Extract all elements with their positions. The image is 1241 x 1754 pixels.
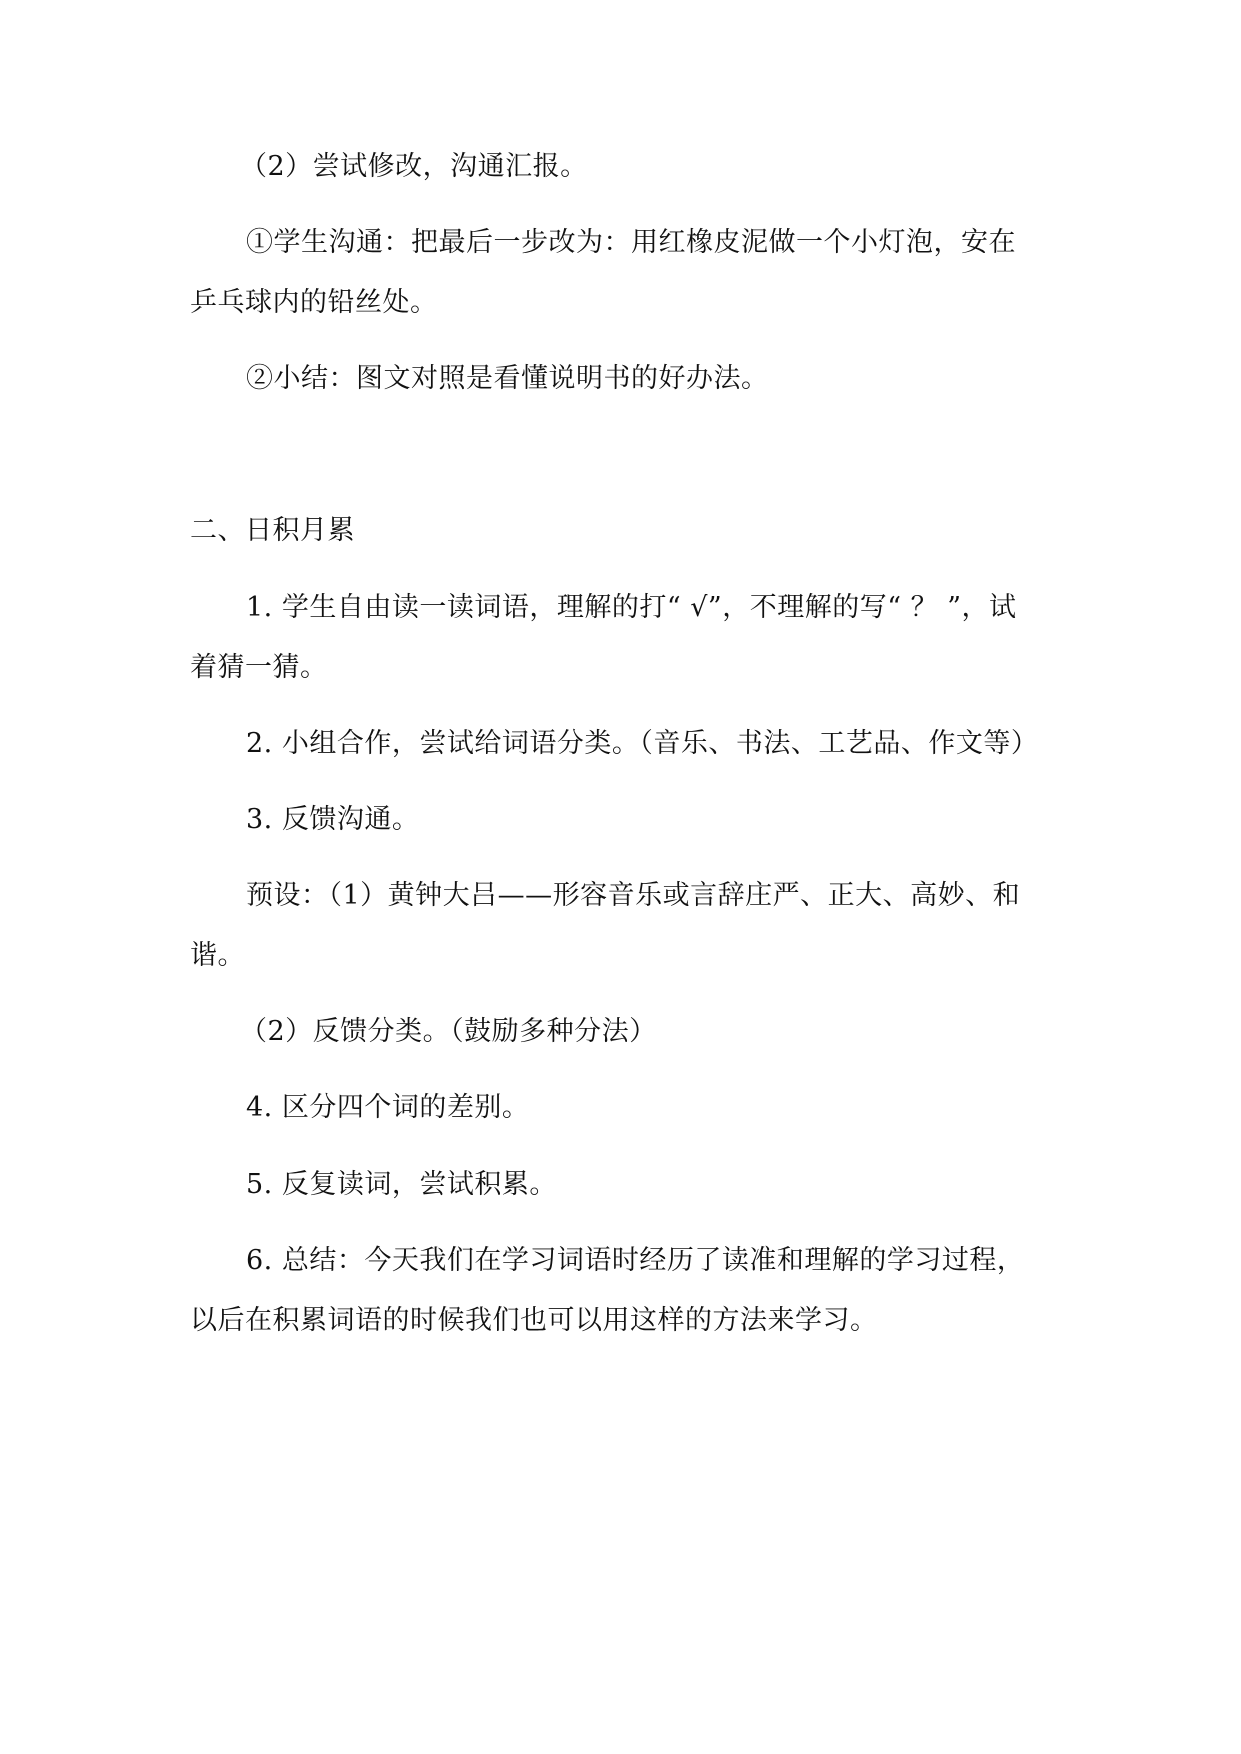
paragraph-step-3: 3. 反馈沟通。: [246, 804, 420, 835]
paragraph-summary: ②小结：图文对照是看懂说明书的好办法。: [246, 363, 769, 394]
paragraph-step-5: 5. 反复读词，尝试积累。: [246, 1169, 557, 1200]
paragraph-step-2: 2. 小组合作，尝试给词语分类。（音乐、书法、工艺品、作文等）: [246, 728, 1039, 759]
paragraph-step-4: 4. 区分四个词的差别。: [246, 1092, 530, 1123]
paragraph-step-6-line2: 以后在积累词语的时候我们也可以用这样的方法来学习。: [190, 1305, 878, 1336]
paragraph-preset-line2: 谐。: [190, 940, 245, 971]
paragraph-preset-line1: 预设：（1）黄钟大吕——形容音乐或言辞庄严、正大、高妙、和: [246, 880, 1021, 911]
paragraph-try-revise: （2）尝试修改，沟通汇报。: [240, 151, 588, 182]
paragraph-student-communication-line2: 乒乓球内的铅丝处。: [190, 287, 438, 318]
paragraph-student-communication-line1: ①学生沟通：把最后一步改为：用红橡皮泥做一个小灯泡，安在: [246, 227, 1016, 258]
paragraph-feedback-classify: （2）反馈分类。（鼓励多种分法）: [240, 1016, 657, 1047]
section-heading: 二、日积月累: [190, 515, 355, 546]
paragraph-step-1-line2: 着猜一猜。: [190, 652, 328, 683]
paragraph-step-1-line1: 1. 学生自由读一读词语，理解的打“ √”，不理解的写“ ？ ”，试: [246, 592, 1017, 623]
paragraph-step-6-line1: 6. 总结：今天我们在学习词语时经历了读准和理解的学习过程，: [246, 1245, 1025, 1276]
